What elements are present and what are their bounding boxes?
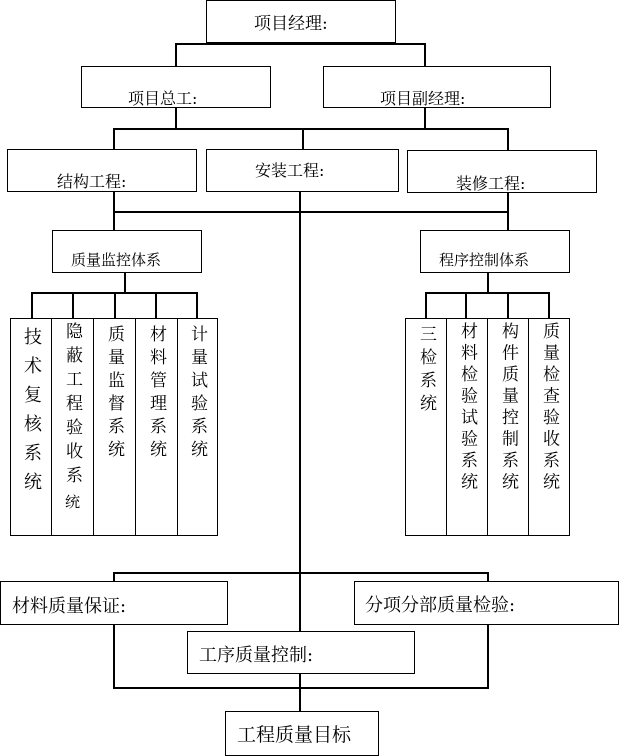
connector <box>113 128 115 150</box>
material-management-label: 材料管理系统 <box>146 325 166 463</box>
manager-label: 项目经理: <box>254 14 328 34</box>
connector <box>424 43 426 67</box>
connector <box>113 211 509 213</box>
chief-engineer-label: 项目总工: <box>128 89 198 108</box>
connector <box>113 572 489 574</box>
decoration-label: 装修工程: <box>456 174 526 193</box>
quality-supervision-label: 质量监督系统 <box>104 325 124 463</box>
tech-review-label: 技术复核系统 <box>21 327 42 501</box>
connector <box>196 292 198 319</box>
connector <box>299 190 301 687</box>
component-control-label: 构件质量控制系统 <box>498 322 518 494</box>
connector <box>175 107 177 129</box>
quality-acceptance-label: 质量检查验收系统 <box>539 322 559 494</box>
connector <box>507 292 509 319</box>
connector <box>425 292 550 294</box>
three-inspection-label: 三检系统 <box>416 325 436 417</box>
process-system-label: 程序控制体系 <box>439 251 530 269</box>
connector <box>175 43 177 67</box>
connector <box>507 128 509 150</box>
material-guarantee-label: 材料质量保证: <box>12 596 127 617</box>
installation-label: 安装工程: <box>255 161 325 180</box>
connector <box>31 292 33 319</box>
connector <box>113 128 508 130</box>
deputy-manager-label: 项目副经理: <box>380 89 466 108</box>
connector <box>425 292 427 319</box>
connector <box>114 292 116 319</box>
connector <box>424 107 426 129</box>
connector <box>155 292 157 319</box>
connector <box>465 292 467 319</box>
connector <box>72 292 74 319</box>
hidden-acceptance-label-b: 统 <box>63 494 81 509</box>
connector <box>299 687 301 712</box>
structural-label: 结构工程: <box>57 172 127 191</box>
connector <box>175 43 425 45</box>
process-control-label: 工序质量控制: <box>199 645 314 666</box>
connector <box>302 128 304 150</box>
quality-target-label: 工程质量目标 <box>237 724 352 746</box>
connector <box>113 687 489 689</box>
connector <box>548 292 550 319</box>
connector <box>487 272 489 293</box>
quality-system-label: 质量监控体系 <box>71 251 162 269</box>
connector <box>124 272 126 293</box>
measurement-test-label: 计量试验系统 <box>187 325 207 463</box>
sub-inspection-label: 分项分部质量检验: <box>365 595 516 616</box>
material-test-label: 材料检验试验系统 <box>457 322 477 494</box>
hidden-acceptance-label-a: 隐蔽工程验收系 <box>62 322 82 490</box>
